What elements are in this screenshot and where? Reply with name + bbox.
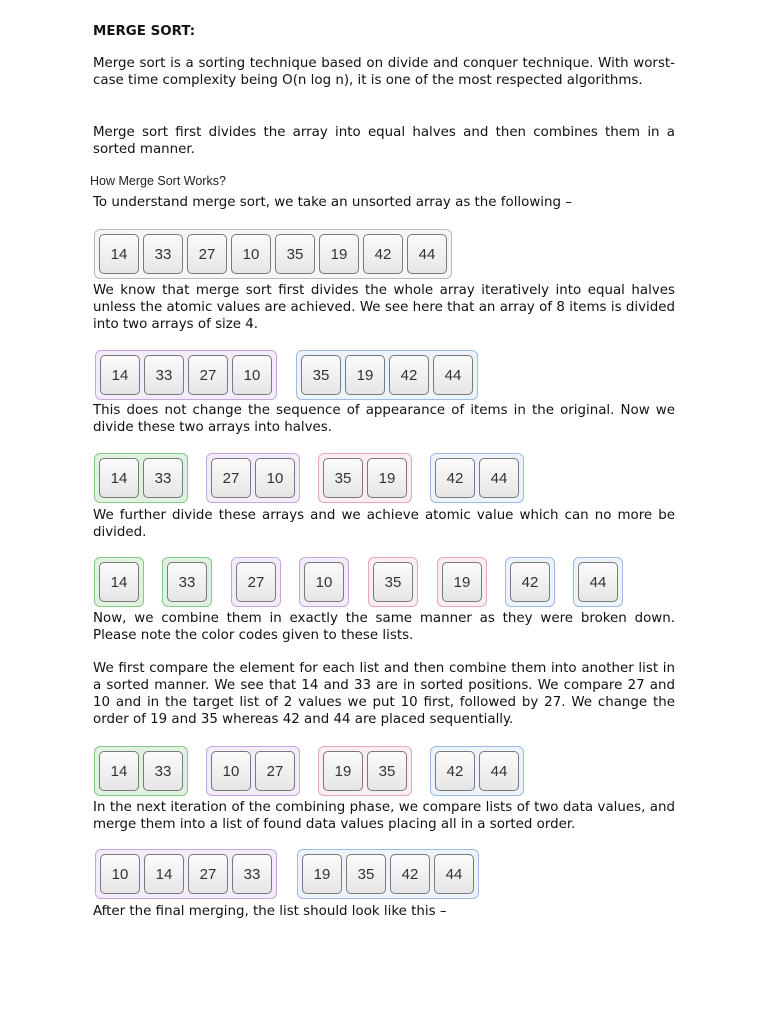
- array-cell: 35: [346, 854, 386, 894]
- array-cell: 42: [363, 234, 403, 274]
- array-cell: 35: [275, 234, 315, 274]
- array-group: [437, 557, 487, 607]
- array-cell: 27: [236, 562, 276, 602]
- array-cell: 44: [578, 562, 618, 602]
- intro-paragraph: Merge sort is a sorting technique based on divide and conquer technique. With worst-case time complexity being O(n log n), it is one of the most respected algorithms.: [93, 56, 675, 88]
- array-cell: 19: [345, 355, 385, 395]
- array-cell: 10: [100, 854, 140, 894]
- array-group: [368, 557, 418, 607]
- array-cell: 33: [232, 854, 272, 894]
- array-cell: 35: [373, 562, 413, 602]
- sequence-paragraph: This does not change the sequence of appearance of items in the original. Now we divide these two arrays into halves.: [93, 403, 675, 435]
- array-cell: 35: [301, 355, 341, 395]
- array-cell: 14: [99, 458, 139, 498]
- page-title: MERGE SORT:: [93, 24, 196, 39]
- array-cell: 33: [144, 355, 184, 395]
- array-cell: 42: [435, 751, 475, 791]
- array-cell: 19: [367, 458, 407, 498]
- array-cell: 44: [434, 854, 474, 894]
- array-cell: 42: [390, 854, 430, 894]
- array-cell: 19: [302, 854, 342, 894]
- array-cell: 19: [442, 562, 482, 602]
- array-cell: 33: [143, 458, 183, 498]
- array-group: [94, 453, 188, 503]
- divide-halves-paragraph: We know that merge sort first divides the whole array iteratively into equal halves unless the atomic values are achieved. We see here that an array of 8 items is divided into two arrays of size 4.: [93, 283, 675, 332]
- array-cell: 14: [99, 562, 139, 602]
- array-group: [206, 453, 300, 503]
- array-group: [299, 557, 349, 607]
- array-group: [94, 229, 452, 279]
- array-cell: 33: [143, 234, 183, 274]
- array-cell: 44: [479, 751, 519, 791]
- array-cell: 10: [211, 751, 251, 791]
- atomic-paragraph: We further divide these arrays and we achieve atomic value which can no more be divided.: [93, 508, 675, 540]
- array-cell: 42: [435, 458, 475, 498]
- array-cell: 27: [211, 458, 251, 498]
- unsorted-intro-paragraph: To understand merge sort, we take an unsorted array as the following –: [93, 195, 572, 210]
- array-group: [297, 849, 479, 899]
- array-cell: 10: [255, 458, 295, 498]
- array-cell: 44: [479, 458, 519, 498]
- array-group: [95, 350, 277, 400]
- array-cell: 27: [188, 355, 228, 395]
- array-cell: 27: [255, 751, 295, 791]
- array-group: [318, 453, 412, 503]
- divide-summary-paragraph: Merge sort first divides the array into equal halves and then combines them in a sorted manner.: [93, 125, 675, 157]
- array-cell: 10: [304, 562, 344, 602]
- compare-paragraph: We first compare the element for each list and then combine them into another list in a sorted manner. We see that 14 and 33 are in sorted positions. We compare 27 and 10 and in the target list of 2 values we put 10 first, followed by 27. We change the order of 19 and 35 whereas 42 and 44 are placed sequentially.: [93, 661, 675, 727]
- array-group: [206, 746, 300, 796]
- final-merge-paragraph: After the final merging, the list should look like this –: [93, 904, 447, 919]
- array-group: [318, 746, 412, 796]
- array-cell: 42: [510, 562, 550, 602]
- array-cell: 35: [367, 751, 407, 791]
- array-cell: 14: [99, 751, 139, 791]
- array-cell: 27: [187, 234, 227, 274]
- array-group: [505, 557, 555, 607]
- array-cell: 44: [407, 234, 447, 274]
- array-cell: 33: [143, 751, 183, 791]
- array-cell: 33: [167, 562, 207, 602]
- array-cell: 19: [319, 234, 359, 274]
- array-group: [573, 557, 623, 607]
- array-group: [296, 350, 478, 400]
- array-cell: 35: [323, 458, 363, 498]
- array-cell: 14: [99, 234, 139, 274]
- array-group: [94, 746, 188, 796]
- array-group: [162, 557, 212, 607]
- array-group: [430, 746, 524, 796]
- array-cell: 10: [232, 355, 272, 395]
- next-iteration-paragraph: In the next iteration of the combining phase, we compare lists of two data values, and merge them into a list of found data values placing all in a sorted order.: [93, 800, 675, 832]
- array-cell: 42: [389, 355, 429, 395]
- array-cell: 14: [144, 854, 184, 894]
- array-cell: 19: [323, 751, 363, 791]
- section-heading: How Merge Sort Works?: [90, 174, 226, 188]
- array-group: [231, 557, 281, 607]
- array-cell: 10: [231, 234, 271, 274]
- array-cell: 14: [100, 355, 140, 395]
- combine-paragraph: Now, we combine them in exactly the same manner as they were broken down. Please note the color codes given to these lists.: [93, 611, 675, 643]
- array-group: [430, 453, 524, 503]
- array-group: [95, 849, 277, 899]
- array-cell: 44: [433, 355, 473, 395]
- array-cell: 27: [188, 854, 228, 894]
- array-group: [94, 557, 144, 607]
